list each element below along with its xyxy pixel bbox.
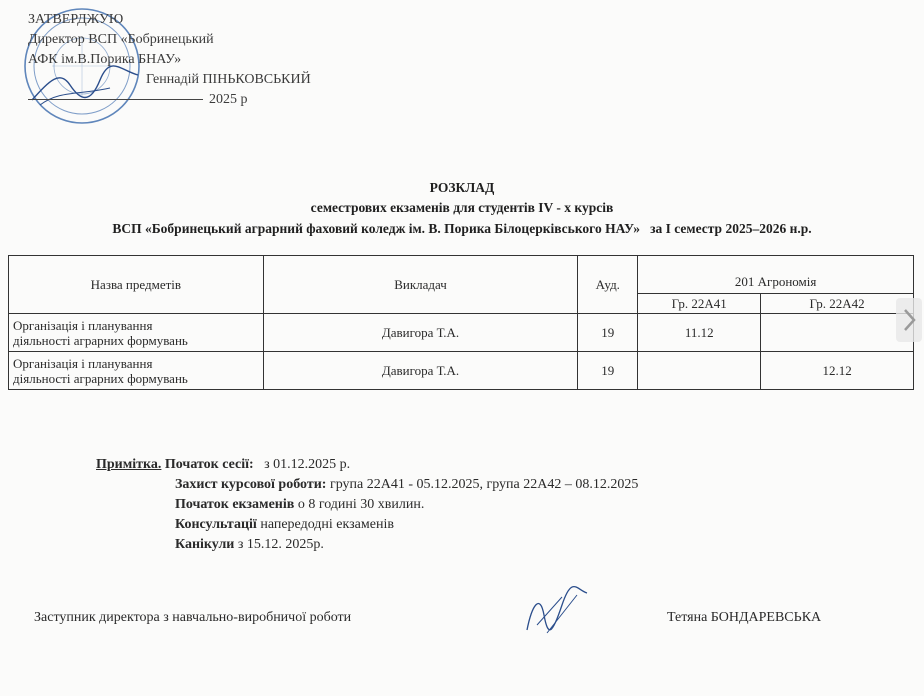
page-title: РОЗКЛАД	[429, 180, 495, 195]
approval-director: Директор ВСП «Бобринецький	[28, 32, 214, 47]
note-consult-value: напередодні екзаменів	[260, 517, 394, 532]
note-exam-start-label: Початок екзаменів	[175, 497, 295, 512]
deputy-signature	[522, 585, 592, 640]
cell-teacher: Давигора Т.А.	[263, 352, 578, 390]
note-start	[96, 455, 350, 475]
note-defense	[175, 475, 638, 495]
note-holiday	[175, 535, 324, 555]
note-exam-start	[175, 495, 424, 515]
page-org-line	[0, 221, 924, 237]
cell-subject: Організація і планування діяльності аграрних формувань	[9, 314, 264, 352]
note-defense-value: група 22А41 - 05.12.2025, група 22А42 – 08.12.2025	[329, 477, 639, 492]
header-subject: Назва предметів	[9, 256, 264, 314]
header-teacher: Викладач	[263, 256, 578, 314]
cell-group1	[638, 352, 761, 390]
semester: за І семестр 2025–2026 н.р.	[650, 221, 812, 236]
approval-heading: ЗАТВЕРДЖУЮ	[28, 12, 124, 27]
header-group1: Гр. 22А41	[638, 294, 761, 314]
exam-schedule-table	[8, 255, 914, 390]
cell-group2: 12.12	[761, 352, 914, 390]
note-consult-label: Консультації	[175, 517, 257, 532]
header-specialty: 201 Агрономія	[638, 256, 914, 294]
header-group2: Гр. 22А42	[761, 294, 914, 314]
org-name: ВСП «Бобринецький аграрний фаховий коледж ім. В. Порика Білоцерківського НАУ»	[112, 221, 640, 236]
cell-subject: Організація і планування діяльності аграрних формувань	[9, 352, 264, 390]
cell-teacher: Давигора Т.А.	[263, 314, 578, 352]
cell-room: 19	[578, 314, 638, 352]
footer-position: Заступник директора з навчально-виробничої роботи	[34, 610, 352, 625]
note-defense-label: Захист курсової роботи:	[175, 477, 327, 492]
note-consult	[175, 515, 394, 535]
approval-block	[28, 10, 311, 110]
next-page-arrow-icon[interactable]	[896, 298, 922, 342]
header-room: Ауд.	[578, 256, 638, 314]
table-row	[9, 314, 914, 352]
footer-name: Тетяна БОНДАРЕВСЬКА	[667, 610, 822, 625]
note-holiday-value: з 15.12. 2025р.	[237, 537, 324, 552]
cell-room: 19	[578, 352, 638, 390]
cell-group1: 11.12	[638, 314, 761, 352]
approval-name: Геннадій ПІНЬКОВСЬКИЙ	[146, 72, 311, 87]
page-subtitle: семестрових екзаменів для студентів IV - х курсів	[310, 200, 614, 215]
note-start-label: Початок сесії:	[164, 457, 254, 472]
table-row	[9, 352, 914, 390]
approval-college: АФК ім.В.Порика БНАУ»	[28, 52, 182, 67]
note-exam-start-value: о 8 годині 30 хвилин.	[297, 497, 425, 512]
note-label: Примітка.	[96, 457, 162, 472]
note-holiday-label: Канікули	[175, 537, 235, 552]
note-start-value: з 01.12.2025 р.	[264, 457, 351, 472]
cell-group2	[761, 314, 914, 352]
approval-year: 2025 р	[209, 92, 248, 107]
